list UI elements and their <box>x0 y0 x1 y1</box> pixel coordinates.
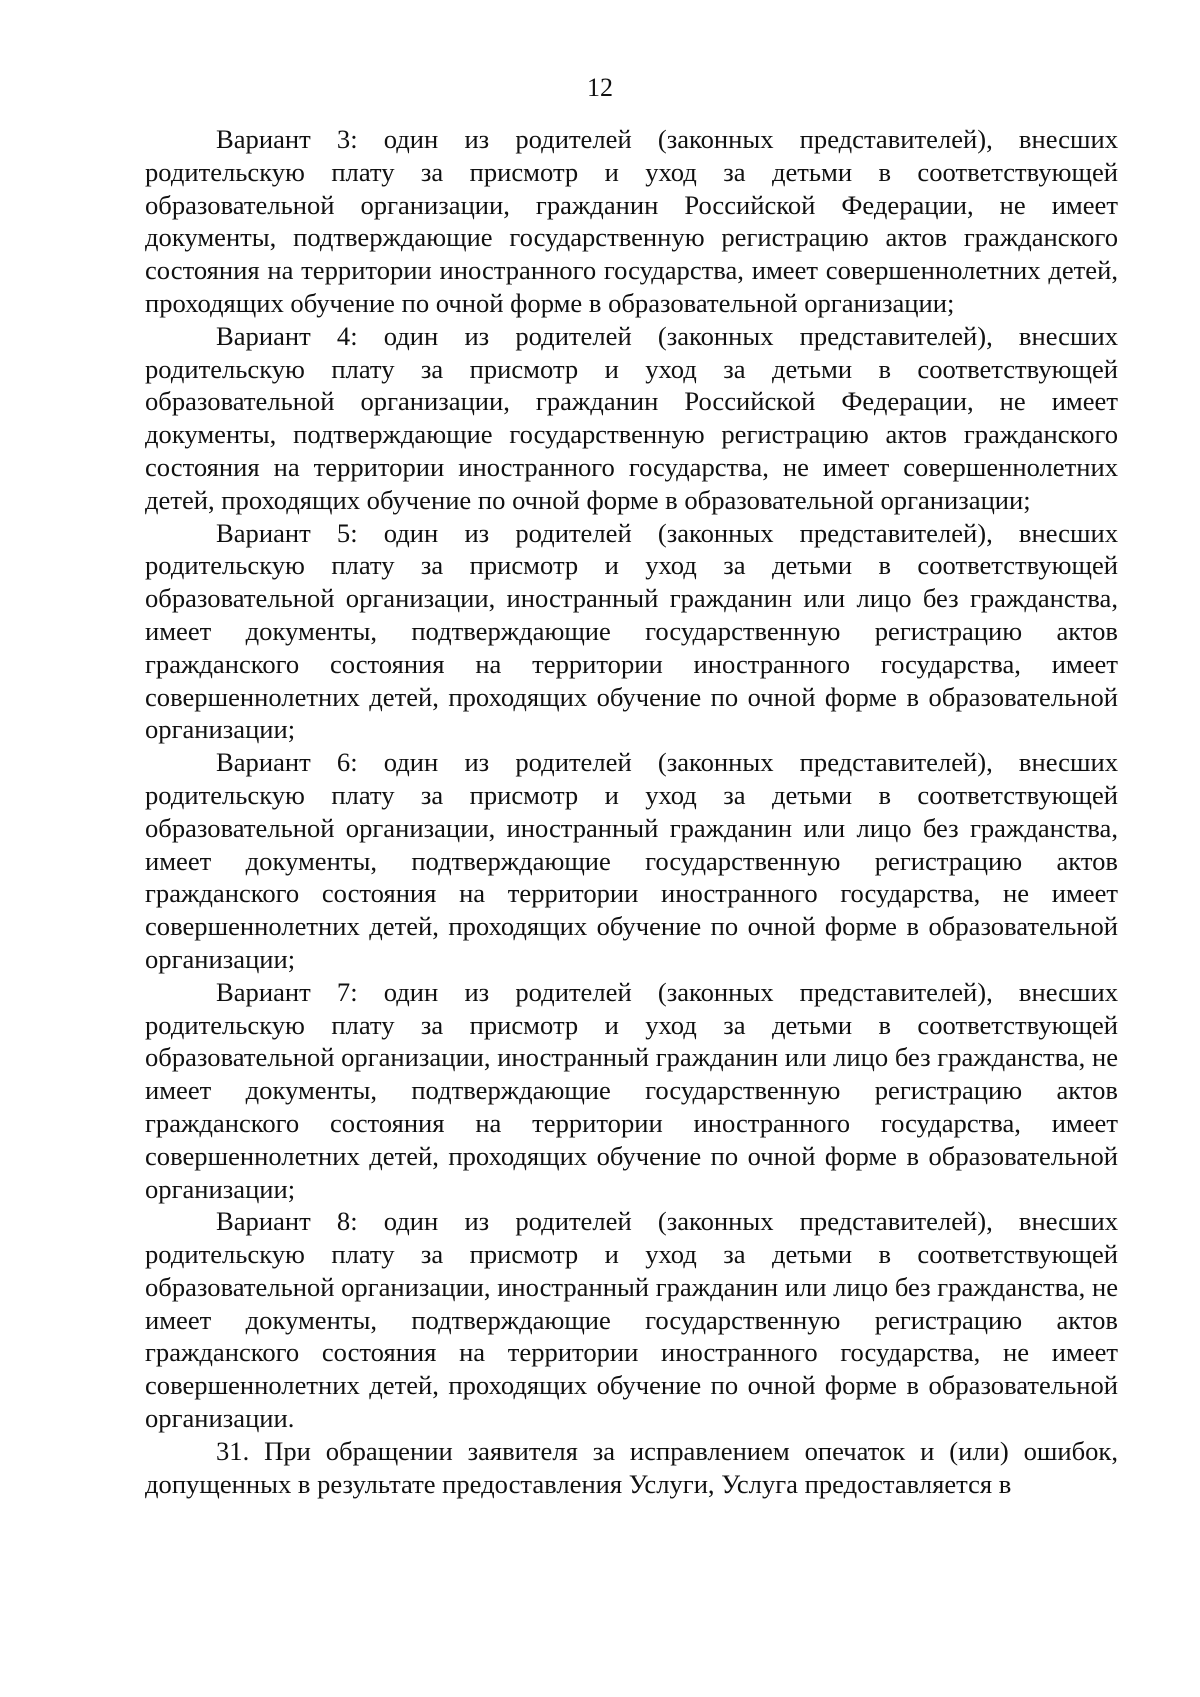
paragraph-variant-8: Вариант 8: один из родителей (законных представителей), внесших родительскую плату за присмотр и уход за детьми в соответствующей образовательной организации, иностранный гражданин или лицо без гражданства, не имеет документы, подтверждающие государственную регистрацию актов гражданского состояния на территории иностранного государства, не имеет совершеннолетних детей, проходящих обучение по очной форме в образовательной организации. <box>145 1206 1118 1434</box>
paragraph-item-31: 31. При обращении заявителя за исправлением опечаток и (или) ошибок, допущенных в результате предоставления Услуги, Услуга предоставляется в <box>145 1435 1118 1499</box>
paragraph-variant-4: Вариант 4: один из родителей (законных представителей), внесших родительскую плату за присмотр и уход за детьми в соответствующей образовательной организации, гражданин Российской Федерации, не имеет документы, подтверждающие государственную регистрацию актов гражданского состояния на территории иностранного государства, не имеет совершеннолетних детей, проходящих обучение по очной форме в образовательной организации; <box>145 320 1118 515</box>
page-number: 12 <box>587 73 613 102</box>
paragraph-variant-6: Вариант 6: один из родителей (законных представителей), внесших родительскую плату за присмотр и уход за детьми в соответствующей образовательной организации, иностранный гражданин или лицо без гражданства, имеет документы, подтверждающие государственную регистрацию актов гражданского состояния на территории иностранного государства, не имеет совершеннолетних детей, проходящих обучение по очной форме в образовательной организации; <box>145 747 1118 974</box>
paragraph-variant-3: Вариант 3: один из родителей (законных представителей), внесших родительскую плату за присмотр и уход за детьми в соответствующей образовательной организации, гражданин Российской Федерации, не имеет документы, подтверждающие государственную регистрацию актов гражданского состояния на территории иностранного государства, имеет совершеннолетних детей, проходящих обучение по очной форме в образовательной организации; <box>145 124 1118 318</box>
paragraph-variant-5: Вариант 5: один из родителей (законных представителей), внесших родительскую плату за присмотр и уход за детьми в соответствующей образовательной организации, иностранный гражданин или лицо без гражданства, имеет документы, подтверждающие государственную регистрацию актов гражданского состояния на территории иностранного государства, имеет совершеннолетних детей, проходящих обучение по очной форме в образовательной организации; <box>145 517 1118 745</box>
paragraph-variant-7: Вариант 7: один из родителей (законных представителей), внесших родительскую плату за присмотр и уход за детьми в соответствующей образовательной организации, иностранный гражданин или лицо без гражданства, не имеет документы, подтверждающие государственную регистрацию актов гражданского состояния на территории иностранного государства, имеет совершеннолетних детей, проходящих обучение по очной форме в образовательной организации; <box>145 976 1118 1204</box>
document-body <box>145 123 1118 1500</box>
